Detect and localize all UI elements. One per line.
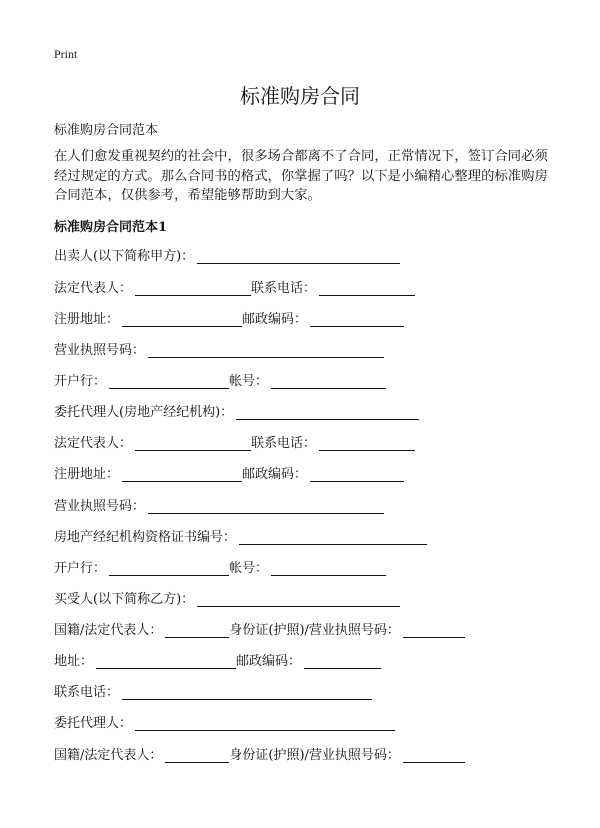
blank-line	[197, 591, 400, 607]
field-row-nationality-2	[54, 746, 465, 766]
field-label: 国籍/法定代表人：	[54, 748, 163, 763]
intro-paragraph: 在人们愈发重视契约的社会中，很多场合都离不了合同，正常情况下，签订合同必须经过规定的方式。那么合同书的格式，你掌握了吗？以下是小编精心整理的标准购房合同范本，仅供参考，希望能够帮助到大家。	[54, 149, 548, 203]
blank-line	[310, 466, 404, 482]
blank-line	[165, 747, 229, 763]
field-label: 房地产经纪机构资格证书编号：	[54, 530, 237, 545]
blank-line	[319, 280, 415, 296]
field-row-agent	[54, 403, 419, 423]
blank-line	[148, 342, 384, 358]
field-label: 地址：	[54, 654, 94, 669]
subtitle: 标准购房合同范本	[54, 123, 159, 138]
field-label: 买受人(以下简称乙方)：	[54, 592, 195, 607]
field-label: 开户行：	[54, 374, 107, 389]
field-row-license	[54, 341, 384, 361]
field-label: 注册地址：	[54, 467, 120, 482]
field-label-2: 身份证(护照)/营业执照号码：	[229, 623, 400, 638]
blank-line	[239, 529, 427, 545]
blank-line	[122, 466, 242, 482]
page-title: 标准购房合同	[240, 84, 360, 108]
blank-line	[135, 435, 251, 451]
field-row-buyer	[54, 590, 400, 610]
field-label: 营业执照号码：	[54, 499, 146, 514]
field-label-2: 帐号：	[229, 374, 269, 389]
blank-line	[148, 498, 384, 514]
field-row-reg-address	[54, 310, 404, 330]
blank-line	[135, 280, 251, 296]
blank-line	[122, 311, 242, 327]
field-label: 营业执照号码：	[54, 343, 146, 358]
field-label-2: 联系电话：	[251, 436, 317, 451]
blank-line	[403, 622, 465, 638]
field-label-2: 邮政编码：	[242, 312, 308, 327]
field-label: 国籍/法定代表人：	[54, 623, 163, 638]
blank-line	[109, 373, 229, 389]
blank-line	[109, 560, 229, 576]
field-row-bank	[54, 372, 386, 392]
field-row-license-2	[54, 497, 384, 517]
field-label: 联系电话：	[54, 685, 120, 700]
field-row-nationality	[54, 621, 465, 641]
blank-line	[271, 560, 386, 576]
field-label-2: 帐号：	[229, 561, 269, 576]
blank-line	[304, 653, 381, 669]
field-row-agent-2	[54, 714, 395, 734]
field-row-legal-rep-2	[54, 434, 415, 454]
field-label-2: 邮政编码：	[236, 654, 302, 669]
field-label: 委托代理人(房地产经纪机构)：	[54, 405, 234, 420]
field-label: 法定代表人：	[54, 281, 133, 296]
blank-line	[96, 653, 236, 669]
field-row-bank-2	[54, 559, 386, 579]
field-row-agency-cert	[54, 528, 427, 548]
field-label: 委托代理人：	[54, 716, 133, 731]
field-label-2: 邮政编码：	[242, 467, 308, 482]
field-label-2: 身份证(护照)/营业执照号码：	[229, 748, 400, 763]
field-label: 出卖人(以下简称甲方)：	[54, 249, 195, 264]
field-row-phone	[54, 683, 372, 703]
blank-line	[135, 715, 395, 731]
blank-line	[319, 435, 415, 451]
blank-line	[271, 373, 386, 389]
field-row-reg-address-2	[54, 465, 404, 485]
blank-line	[122, 684, 372, 700]
field-label: 开户行：	[54, 561, 107, 576]
blank-line	[403, 747, 465, 763]
field-label: 注册地址：	[54, 312, 120, 327]
section-heading: 标准购房合同范本1	[54, 220, 168, 235]
field-label: 法定代表人：	[54, 436, 133, 451]
field-row-seller	[54, 247, 400, 267]
field-label-2: 联系电话：	[251, 281, 317, 296]
blank-line	[236, 404, 419, 420]
field-row-address	[54, 652, 381, 672]
blank-line	[165, 622, 229, 638]
field-row-legal-rep	[54, 279, 415, 299]
blank-line	[197, 248, 400, 264]
print-link[interactable]: Print	[54, 47, 78, 61]
blank-line	[310, 311, 404, 327]
